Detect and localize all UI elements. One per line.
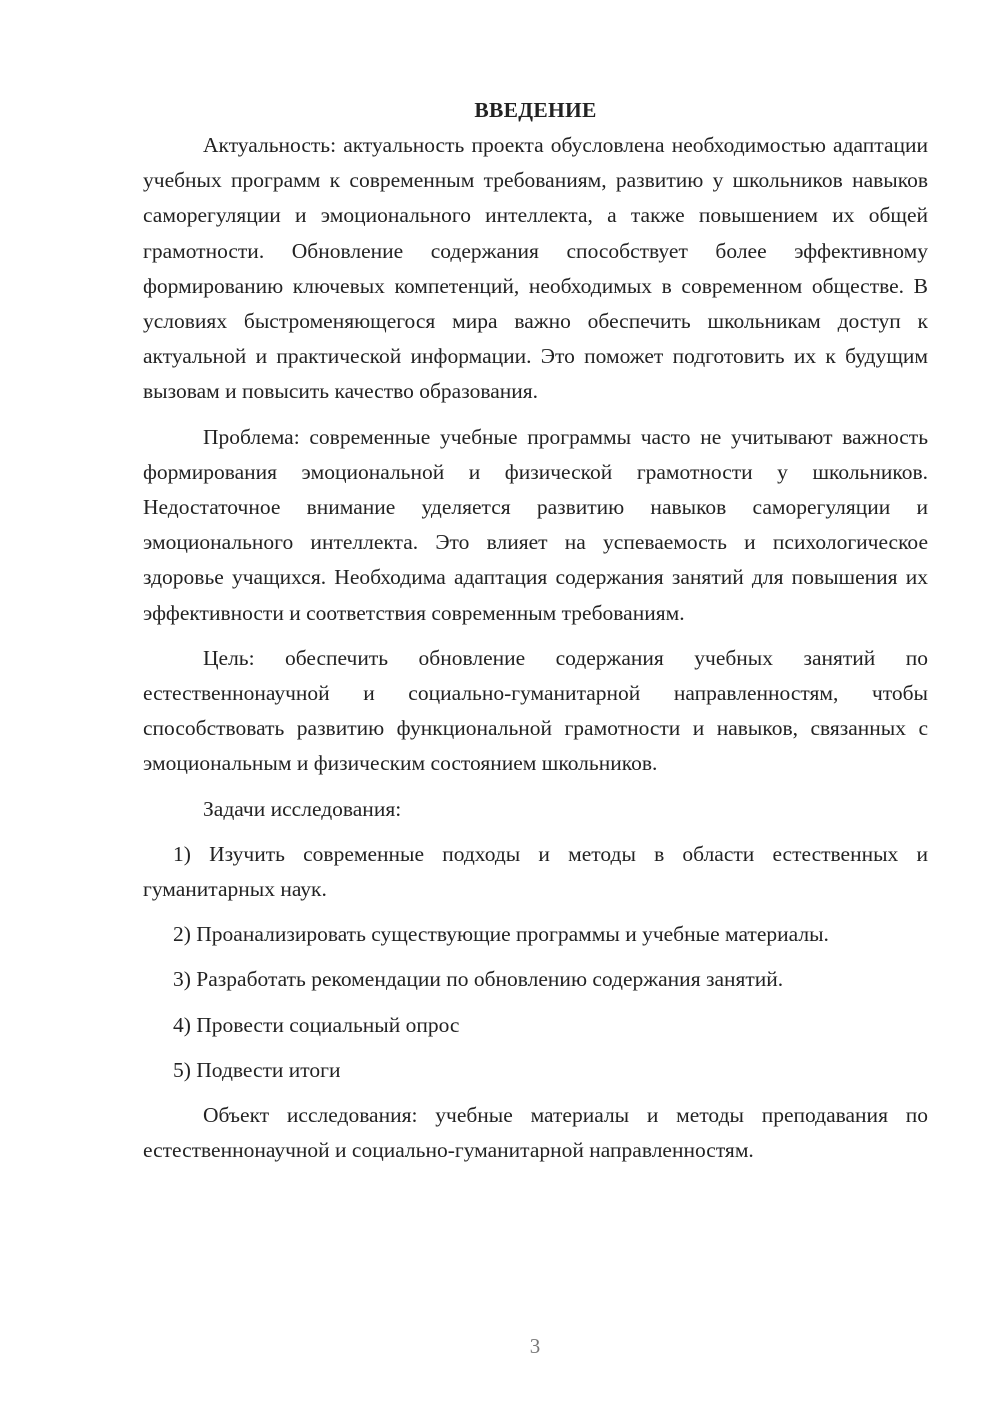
- task-item-1: 1) Изучить современные подходы и методы в области естественных и гуманитарных наук.: [143, 841, 928, 902]
- object-paragraph: Объект исследования: учебные материалы и методы преподавания по естественнонаучной и социально-гуманитарной направленностям.: [143, 1103, 928, 1163]
- relevance-paragraph: Актуальность: актуальность проекта обусловлена необходимостью адаптации учебных программ к современным требованиям, развитию у школьников навыков саморегуляции и эмоционального интеллекта, а также повышением их общей грамотности. Обновление содержания способствует более эффективному формированию ключевых компетенций, необходимых в современном обществе. В условиях быстроменяющегося мира важно обеспечить школьникам доступ к актуальной и практической информации. Это поможет подготовить их к будущим вызовам и повысить качество образования.: [143, 133, 928, 404]
- goal-paragraph: Цель: обеспечить обновление содержания учебных занятий по естественнонаучной и социально-гуманитарной направленностям, чтобы способствовать развитию функциональной грамотности и навыков, связанных с эмоциональным и физическим состоянием школьников.: [143, 645, 928, 776]
- problem-paragraph: Проблема: современные учебные программы часто не учитывают важность формирования эмоциональной и физической грамотности у школьников. Недостаточное внимание уделяется развитию навыков саморегуляции и эмоционального интеллекта. Это влияет на успеваемость и психологическое здоровье учащихся. Необходима адаптация содержания занятий для повышения их эффективности и соответствия современным требованиям.: [143, 424, 928, 625]
- page-content: [143, 94, 928, 1178]
- section-heading: ВВЕДЕНИЕ: [474, 98, 597, 122]
- task-item-4: 4) Провести социальный опрос: [173, 1012, 460, 1037]
- tasks-heading: Задачи исследования:: [203, 796, 402, 821]
- task-item-2: 2) Проанализировать существующие программы и учебные материалы.: [173, 922, 829, 947]
- task-item-5: 5) Подвести итоги: [173, 1057, 341, 1082]
- page-number: 3: [529, 1334, 541, 1358]
- task-item-3: 3) Разработать рекомендации по обновлению содержания занятий.: [173, 967, 784, 992]
